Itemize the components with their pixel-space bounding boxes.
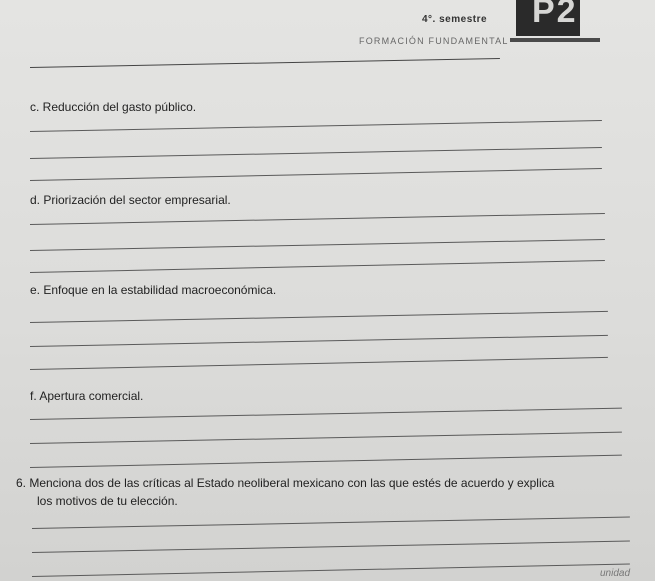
item-c-label: c. Reducción del gasto público. [30, 100, 197, 114]
formation-label: FORMACIÓN FUNDAMENTAL [359, 36, 509, 46]
question-6-line-2: los motivos de tu elección. [37, 494, 178, 508]
answer-line-f-3[interactable] [30, 455, 622, 468]
semester-label: 4°. semestre [422, 14, 488, 25]
header-bar [510, 38, 600, 42]
answer-line-f-2[interactable] [30, 432, 622, 444]
corner-mark: P2 [532, 0, 578, 30]
answer-line-e-1[interactable] [30, 311, 608, 323]
question-6-line-1: 6. Menciona dos de las críticas al Estado neoliberal mexicano con las que estés de acuerdo y explica [16, 476, 555, 490]
answer-line-d-2[interactable] [30, 239, 605, 251]
answer-line-d-3[interactable] [30, 260, 605, 273]
answer-line-c-1[interactable] [30, 120, 602, 132]
answer-line-e-3[interactable] [30, 357, 608, 370]
item-f-label: f. Apertura comercial. [30, 389, 144, 403]
answer-line-6-3[interactable] [32, 563, 630, 577]
answer-line-e-2[interactable] [30, 335, 608, 347]
answer-line-d-1[interactable] [30, 213, 605, 225]
header-rule [30, 58, 500, 68]
item-d-label: d. Priorización del sector empresarial. [30, 193, 231, 207]
item-e-label: e. Enfoque en la estabilidad macroeconómica. [30, 283, 277, 297]
answer-line-c-3[interactable] [30, 168, 602, 181]
answer-line-6-1[interactable] [32, 517, 630, 529]
answer-line-6-2[interactable] [32, 541, 630, 553]
answer-line-f-1[interactable] [30, 408, 622, 420]
answer-line-c-2[interactable] [30, 147, 602, 159]
footer-partial-word: unidad [600, 568, 631, 579]
